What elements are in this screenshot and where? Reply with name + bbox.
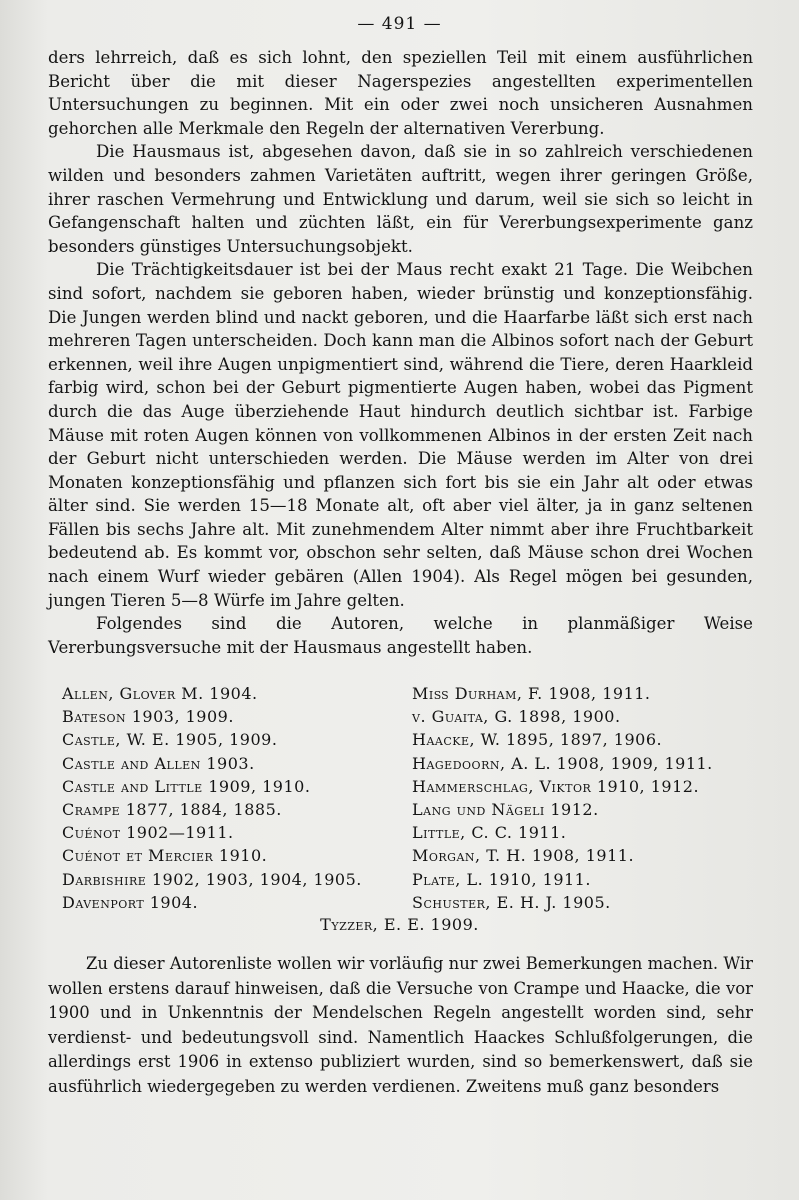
author-entry: Little, C. C. 1911. [412, 823, 567, 843]
paragraph-5: Zu dieser Autorenliste wollen wir vorläufig nur zwei Bemerkungen machen. Wir wollen erstens darauf hinweisen, daß die Versuche von Crampe und Haacke, die vor 1900 und in Unkenntnis der Mendelschen Regeln angestellt worden sind, sehr verdienst- und bedeutungsvoll sind. Namentlich Haackes Schlußfolgerungen, die allerdings erst 1906 in extenso publiziert wurden, sind so bemerkenswert, daß sie ausführlich wiedergegeben zu werden verdienen. Zweitens muß ganz besonders [48, 954, 753, 1096]
author-entry: Bateson 1903, 1909. [62, 707, 234, 727]
author-entry: Darbishire 1902, 1903, 1904, 1905. [62, 869, 362, 889]
author-entry-centered: Tyzzer, E. E. 1909. [320, 915, 479, 934]
author-entry: Morgan, T. H. 1908, 1911. [412, 846, 635, 866]
paragraph-4: Folgendes sind die Autoren, welche in planmäßiger Weise Vererbungsversuche mit der Hausmaus angestellt haben. [48, 614, 753, 657]
author-entry: Cuénot et Mercier 1910. [62, 846, 268, 866]
author-entry: Hammerschlag, Viktor 1910, 1912. [412, 776, 700, 796]
paragraph-1: ders lehrreich, daß es sich lohnt, den speziellen Teil mit einem ausführlichen Bericht über die mit dieser Nagerspezies angestellten experimentellen Untersuchungen zu beginnen. Mit ein oder zwei noch unsicheren Ausnahmen gehorchen alle Merkmale den Regeln der alternativen Vererbung. [48, 48, 753, 138]
author-entry: Hagedoorn, A. L. 1908, 1909, 1911. [412, 753, 713, 773]
author-entry: Davenport 1904. [62, 892, 199, 912]
author-entry: Cuénot 1902—1911. [62, 823, 234, 843]
author-list-left-column [62, 682, 402, 914]
main-text [48, 46, 753, 659]
author-entry: Lang und Nägeli 1912. [412, 800, 599, 820]
author-entry: Haacke, W. 1895, 1897, 1906. [412, 730, 663, 750]
paragraph-2: Die Hausmaus ist, abgesehen davon, daß sie in so zahlreich verschiedenen wilden und besonders zahmen Varietäten auftritt, wegen ihrer geringen Größe, ihrer raschen Vermehrung und Entwicklung und darum, weil sie sich so leicht in Gefangenschaft halten und züchten läßt, ein für Vererbungsexperimente ganz besonders günstiges Untersuchungsobjekt. [48, 142, 753, 256]
closing-text [48, 952, 753, 1100]
paragraph-3: Die Trächtigkeitsdauer ist bei der Maus recht exakt 21 Tage. Die Weibchen sind sofort, nachdem sie geboren haben, wieder brünstig und konzeptionsfähig. Die Jungen werden blind und nackt geboren, und die Haarfarbe läßt sich erst nach mehreren Tagen unterscheiden. Doch kann man die Albinos sofort nach der Geburt erkennen, weil ihre Augen unpigmentiert sind, während die Tiere, deren Haarkleid farbig wird, schon bei der Geburt pigmentierte Augen haben, wobei das Pigment durch die das Auge überziehende Haut hindurch deutlich sichtbar ist. Farbige Mäuse mit roten Augen können von vollkommenen Albinos in der ersten Zeit nach der Geburt nicht unterschieden werden. Die Mäuse werden im Alter von drei Monaten konzeptionsfähig und pflanzen sich fort bis sie ein Jahr alt oder etwas älter sind. Sie werden 15—18 Monate alt, oft aber viel älter, ja in ganz seltenen Fällen bis sechs Jahre alt. Mit zunehmendem Alter nimmt aber ihre Fruchtbarkeit bedeutend ab. Es kommt vor, obschon sehr selten, daß Mäuse schon drei Wochen nach einem Wurf wieder gebären (Allen 1904). Als Regel mögen bei gesunden, jungen Tieren 5—8 Würfe im Jahre gelten. [48, 260, 753, 610]
author-entry: Castle and Little 1909, 1910. [62, 776, 311, 796]
page-number: — 491 — [357, 14, 442, 34]
author-entry: Crampe 1877, 1884, 1885. [62, 800, 282, 820]
author-entry: Schuster, E. H. J. 1905. [412, 892, 611, 912]
author-list-right-column [412, 682, 752, 914]
author-entry: Castle and Allen 1903. [62, 753, 255, 773]
author-entry: v. Guaita, G. 1898, 1900. [412, 707, 621, 727]
author-entry: Plate, L. 1910, 1911. [412, 869, 591, 889]
author-entry: Miß Durham, F. 1908, 1911. [412, 684, 651, 703]
author-entry: Castle, W. E. 1905, 1909. [62, 730, 278, 750]
author-entry: Allen, Glover M. 1904. [62, 684, 258, 703]
